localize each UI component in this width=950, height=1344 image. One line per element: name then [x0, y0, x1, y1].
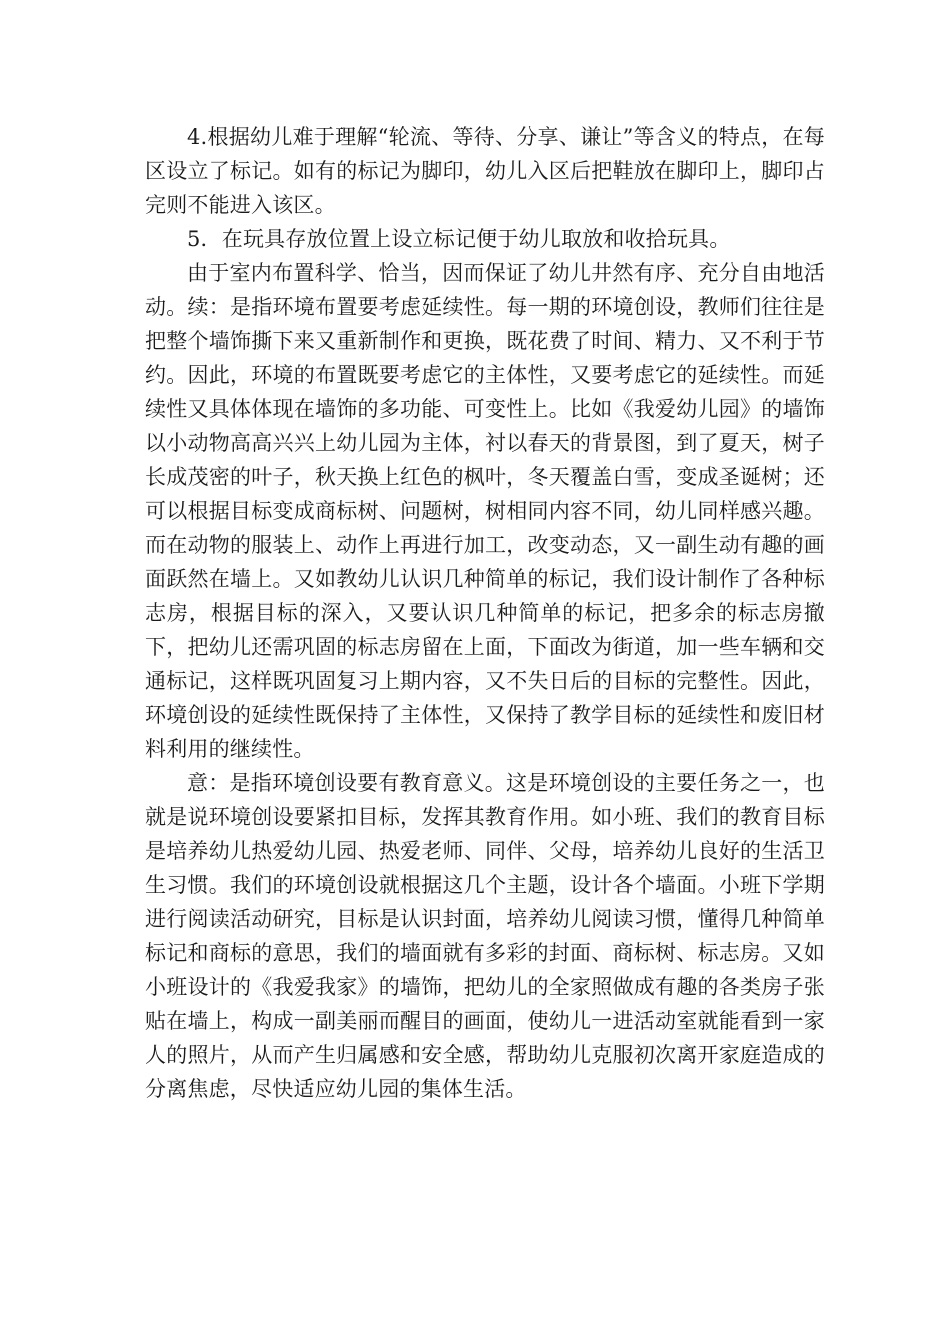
paragraph-item-5: 5．在玩具存放位置上设立标记便于幼儿取放和收拾玩具。: [187, 227, 731, 251]
paragraph-continuity: 由于室内布置科学、恰当，因而保证了幼儿井然有序、充分自由地活动。续：是指环境布置要考虑延续性。每一期的环境创设，教师们往往是把整个墙饰撕下来又重新制作和更换，既花费了时间、精力、又不利于节约。因此，环境的布置既要考虑它的主体性，又要考虑它的延续性。而延续性又具体体现在墙饰的多功能、可变性上。比如《我爱幼儿园》的墙饰以小动物高高兴兴上幼儿园为主体，衬以春天的背景图，到了夏天，树子长成茂密的叶子，秋天换上红色的枫叶，冬天覆盖白雪，变成圣诞树；还可以根据目标变成商标树、问题树，树相同内容不同，幼儿同样感兴趣。而在动物的服装上、动作上再进行加工，改变动态，又一副生动有趣的画面跃然在墙上。又如教幼儿认识几种简单的标记，我们设计制作了各种标志房，根据目标的深入，又要认识几种简单的标记，把多余的标志房撤下，把幼儿还需巩固的标志房留在上面，下面改为街道，加一些车辆和交通标记，这样既巩固复习上期内容，又不失日后的目标的完整性。因此，环境创设的延续性既保持了主体性，又保持了教学目标的延续性和废旧材料利用的继续性。: [145, 261, 825, 761]
paragraph-meaning: 意：是指环境创设要有教育意义。这是环境创设的主要任务之一，也就是说环境创设要紧扣目标，发挥其教育作用。如小班、我们的教育目标是培养幼儿热爱幼儿园、热爱老师、同伴、父母，培养幼儿良好的生活卫生习惯。我们的环境创设就根据这几个主题，设计各个墙面。小班下学期进行阅读活动研究，目标是认识封面，培养幼儿阅读习惯，懂得几种简单标记和商标的意思，我们的墙面就有多彩的封面、商标树、标志房。又如小班设计的《我爱我家》的墙饰，把幼儿的全家照做成有趣的各类房子张贴在墙上，构成一副美丽而醒目的画面，使幼儿一进活动室就能看到一家人的照片，从而产生归属感和安全感，帮助幼儿克服初次离开家庭造成的分离焦虑，尽快适应幼儿园的集体生活。: [145, 771, 825, 1101]
paragraph-item-4: 4.根据幼儿难于理解“轮流、等待、分享、谦让”等含义的特点，在每区设立了标记。如有的标记为脚印，幼儿入区后把鞋放在脚印上，脚印占完则不能进入该区。: [145, 125, 825, 217]
document-body: [145, 120, 825, 1106]
